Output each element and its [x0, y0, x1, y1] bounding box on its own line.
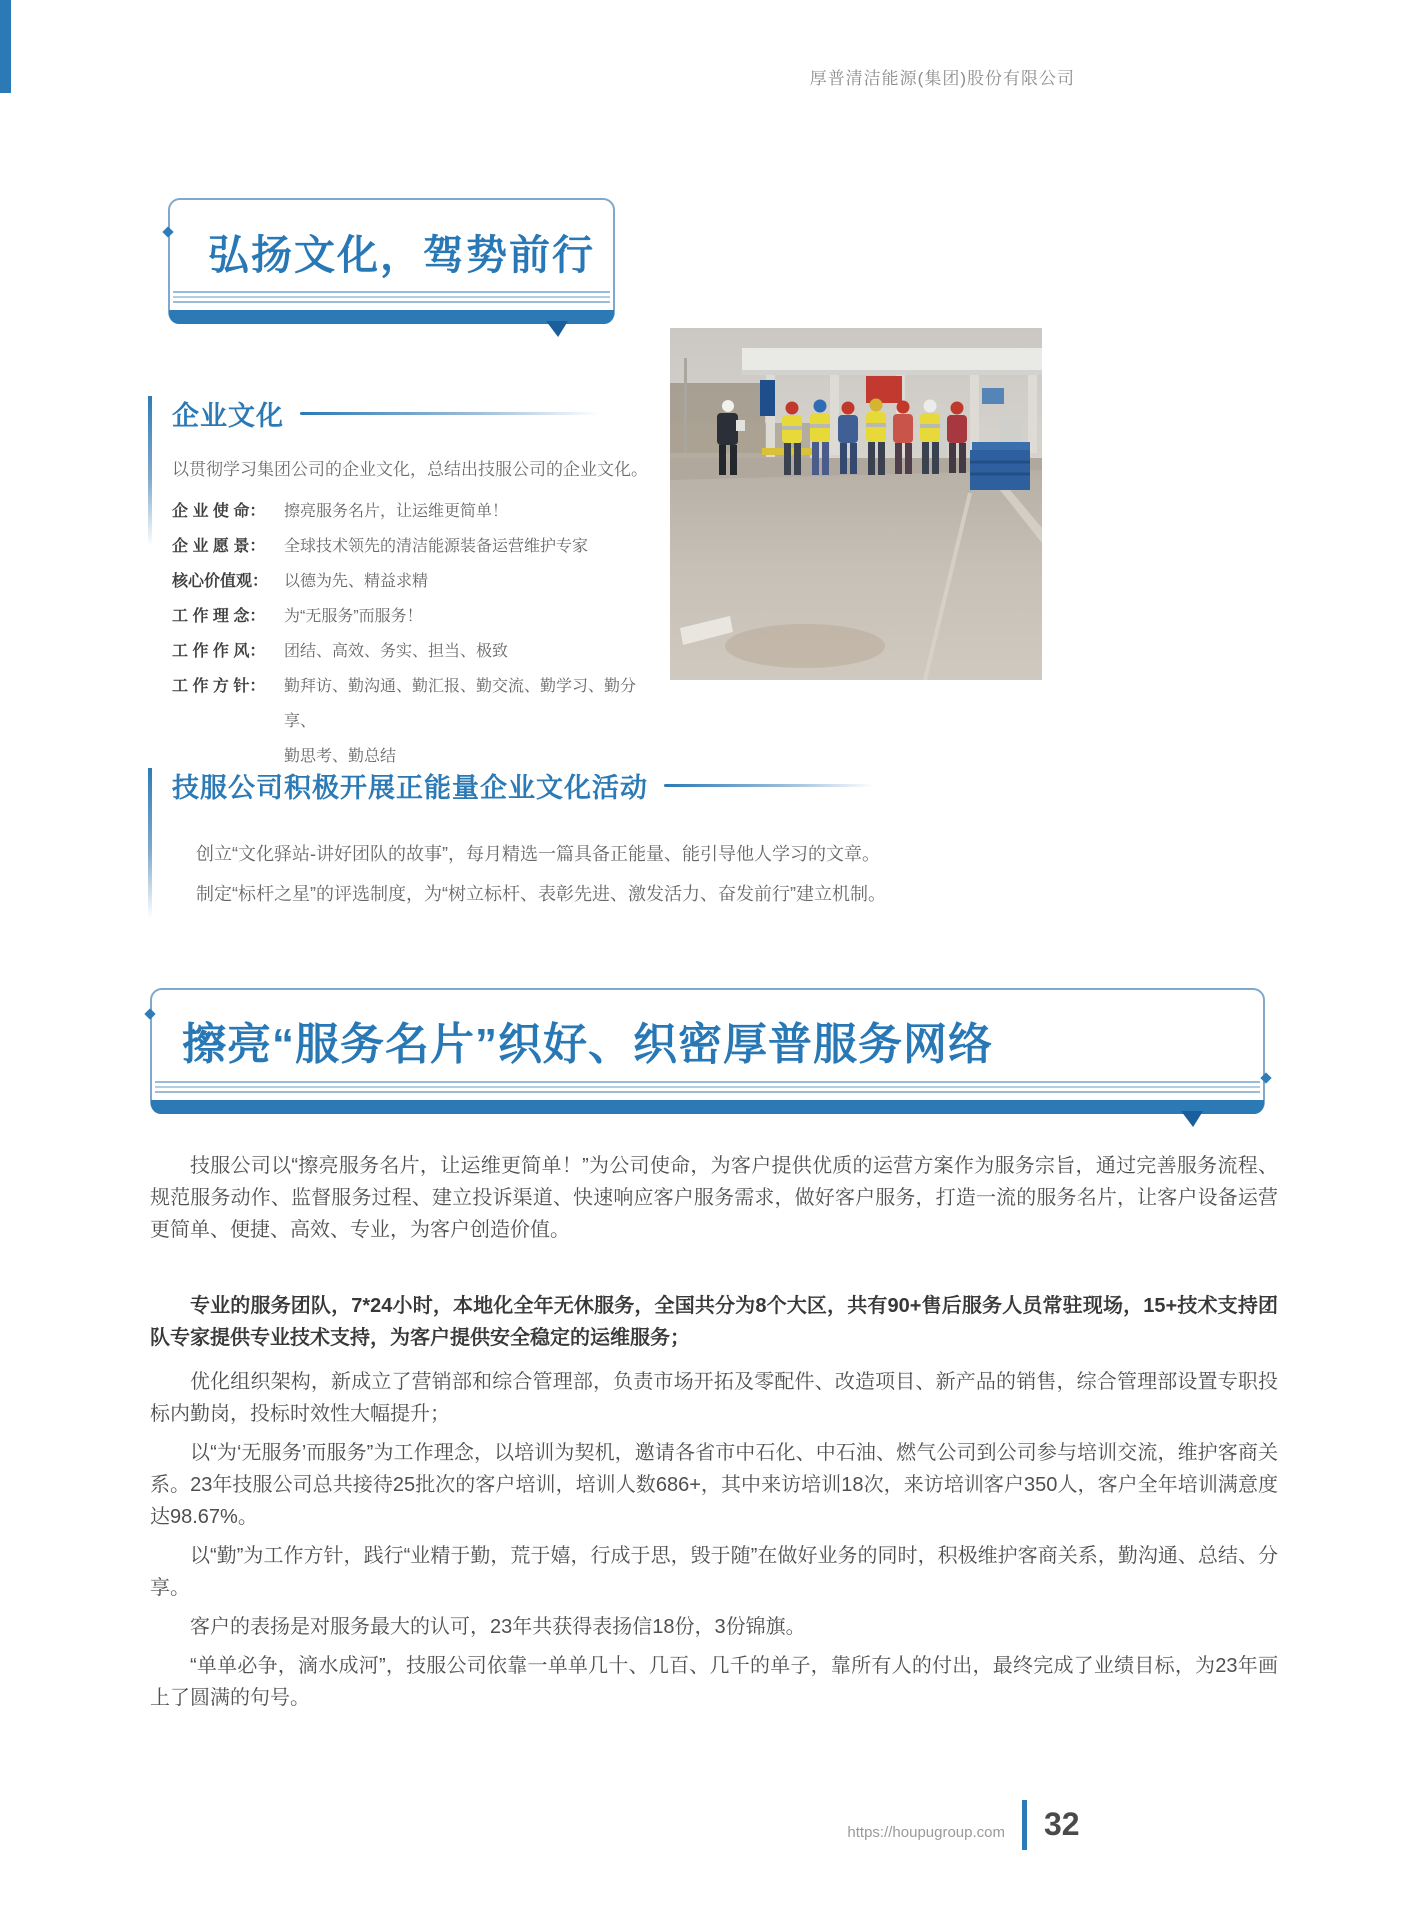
paragraph: 客户的表扬是对服务最大的认可，23年共获得表扬信18份，3份锦旗。	[190, 1616, 806, 1638]
item-value: 为“无服务”而服务！	[284, 608, 423, 625]
list-item	[172, 669, 648, 774]
section-title: 技服公司积极开展正能量企业文化活动	[172, 773, 648, 803]
paragraph: 技服公司以“擦亮服务名片，让运维更简单！”为公司使命，为客户提供优质的运营方案作为服务宗旨，通过完善服务流程、规范服务动作、监督服务过程、建立投诉渠道、快速响应客户服务需求，做好客户服务，打造一流的服务名片，让客户设备运营更简单、便捷、高效、专业，为客户创造价值。	[150, 1155, 1278, 1241]
banner-caliang	[150, 988, 1265, 1114]
banner-ribbon-tab	[546, 321, 568, 337]
item-label: 企 业 使 命：	[172, 503, 266, 520]
diamond-accent-icon	[1260, 1072, 1271, 1083]
paragraph: 以“为‘无服务’而服务”为工作理念，以培训为契机，邀请各省市中石化、中石油、燃气公司到公司参与培训交流，维护客商关系。23年技服公司总共接待25批次的客户培训，培训人数686+，其中来访培训18次，来访培训客户350人，客户全年培训满意度达98.67%。	[150, 1442, 1278, 1528]
item-label: 企 业 愿 景：	[172, 538, 266, 555]
culture-items	[148, 494, 648, 774]
company-name: 厚普清洁能源(集团)股份有限公司	[809, 69, 1075, 88]
banner-box	[150, 988, 1265, 1114]
footer-website-link[interactable]: https://houpugroup.com	[847, 1824, 1005, 1841]
section-header	[148, 766, 1060, 805]
item-label: 工 作 方 针：	[172, 678, 266, 695]
service-paragraphs	[150, 1150, 1278, 1721]
corner-accent-bar	[0, 0, 11, 93]
paragraph: “单单必争，滴水成河”，技服公司依靠一单单几十、几百、几千的单子，靠所有人的付出，最终完成了业绩目标，为23年画上了圆满的句号。	[150, 1655, 1278, 1709]
banner-ribbon-tab	[1181, 1111, 1203, 1127]
site-photo	[670, 328, 1042, 680]
item-label: 工 作 作 风：	[172, 643, 266, 660]
item-value: 团结、高效、务实、担当、极致	[284, 643, 509, 660]
section-header	[148, 394, 648, 433]
list-item	[172, 634, 648, 669]
footer-divider	[1022, 1800, 1027, 1850]
activities-content	[148, 841, 1060, 907]
item-label: 工 作 理 念：	[172, 608, 266, 625]
item-value: 勤拜访、勤沟通、勤汇报、勤交流、勤学习、勤分享、 勤思考、勤总结	[284, 678, 637, 765]
list-item	[172, 494, 648, 529]
banner-stripes	[155, 1081, 1260, 1096]
banner-hongyang	[168, 198, 615, 324]
paragraph-bold: 专业的服务团队，7*24小时，本地化全年无休服务，全国共分为8个大区，共有90+售后服务人员常驻现场，15+技术支持团队专家提供专业技术支持，为客户提供安全稳定的运维服务；	[150, 1295, 1278, 1349]
section-title: 企业文化	[172, 401, 284, 431]
paragraph: 优化组织架构，新成立了营销部和综合管理部，负责市场开拓及零配件、改造项目、新产品的销售，综合管理部设置专职投标内勤岗，投标时效性大幅提升；	[150, 1371, 1278, 1425]
section-left-bar	[148, 768, 152, 918]
banner-stripes	[173, 291, 610, 306]
culture-intro: 以贯彻学习集团公司的企业文化，总结出技服公司的企业文化。	[172, 460, 648, 479]
item-value: 全球技术领先的清洁能源装备运营维护专家	[284, 538, 589, 555]
page-number: 32	[1044, 1806, 1080, 1842]
banner1-title: 弘扬文化，驾势前行	[208, 232, 595, 278]
section-culture	[148, 394, 648, 774]
banner2-title: 擦亮“服务名片”织好、织密厚普服务网络	[182, 1020, 993, 1069]
item-label: 核心价值观：	[172, 573, 269, 590]
section-activities	[148, 766, 1060, 921]
list-item	[172, 564, 648, 599]
section-rule	[300, 412, 600, 415]
paragraph: 以“勤”为工作方针，践行“业精于勤，荒于嬉，行成于思，毁于随”在做好业务的同时，积极维护客商关系，勤沟通、总结、分享。	[150, 1545, 1278, 1599]
activity-line: 制定“标杆之星”的评选制度，为“树立标杆、表彰先进、激发活力、奋发前行”建立机制。	[196, 884, 886, 904]
item-value: 擦亮服务名片，让运维更简单！	[284, 503, 509, 520]
section-rule	[664, 784, 874, 787]
banner-ribbon-bar	[151, 1100, 1264, 1114]
section-left-bar	[148, 396, 152, 546]
item-value: 以德为先、精益求精	[284, 573, 429, 590]
list-item	[172, 599, 648, 634]
activity-line: 创立“文化驿站-讲好团队的故事”，每月精选一篇具备正能量、能引导他人学习的文章。	[196, 844, 880, 864]
list-item	[172, 529, 648, 564]
banner-box	[168, 198, 615, 324]
